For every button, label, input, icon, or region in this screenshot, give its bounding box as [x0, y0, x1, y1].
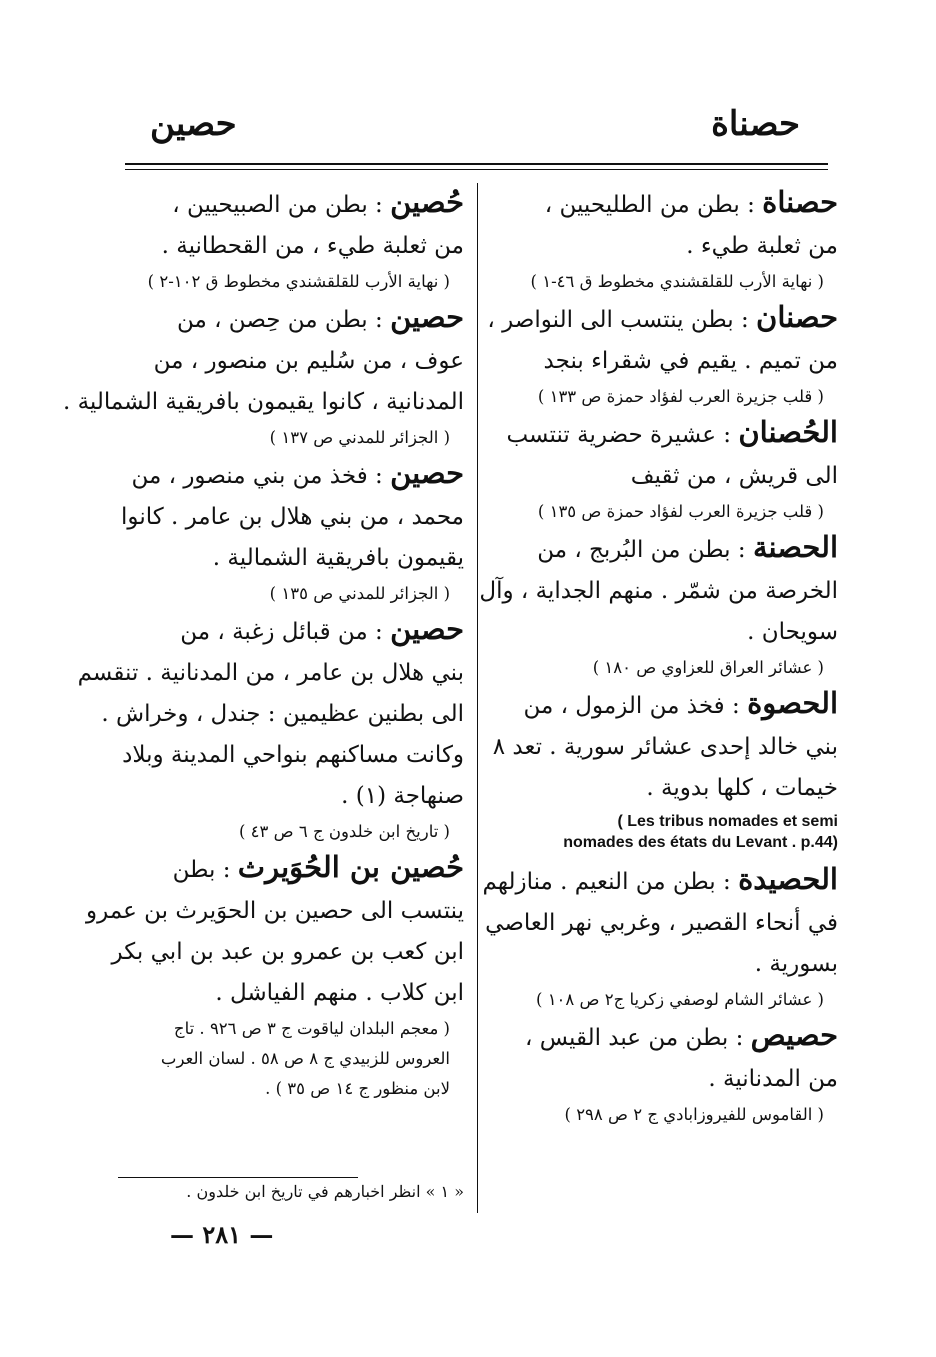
entry-text: سويحان .: [747, 619, 838, 645]
entry-term: الحصوة: [747, 686, 838, 720]
dictionary-entry: [487, 297, 838, 412]
entry-text: ينتسب الى حصين بن الحوَيرث بن عمرو: [86, 898, 464, 924]
entry-line: [118, 735, 464, 776]
entry-line: [492, 412, 838, 456]
entry-text: من تميم . يقيم في شقراء بنجد: [543, 348, 838, 374]
entry-line: [62, 382, 464, 423]
entry-term: الحصيدة: [738, 862, 838, 896]
entry-line: [77, 653, 464, 694]
entry-text: : بطن من الطليحيين ،: [544, 192, 763, 218]
dictionary-entry: [118, 453, 464, 609]
entry-line: [111, 932, 464, 973]
dictionary-entry: [86, 847, 464, 1104]
entry-source: ( قلب جزيرة العرب لفؤاد حمزة ص ١٣٥ ): [537, 502, 824, 521]
entry-source: ( نهاية الأرب للقلقشندي مخطوط ق ١٠٢-٢ ): [147, 272, 450, 291]
entry-text: من ثعلبة طيء ، من القحطانية .: [161, 233, 464, 259]
dictionary-entry: [492, 683, 838, 859]
entry-text: بسورية .: [754, 951, 838, 977]
entry-text: صنهاجة (١) .: [341, 783, 464, 809]
entry-line: [492, 226, 838, 267]
entry-source-line: ( معجم البلدان لياقوت ج ٣ ص ٩٢٦ . تاج: [173, 1019, 450, 1038]
entry-line: [86, 891, 464, 932]
header-rule-thin: [125, 169, 828, 170]
column-separator: [477, 183, 478, 1213]
entry-line: [492, 612, 838, 653]
left-column: [62, 182, 464, 1104]
dictionary-entry: [482, 859, 838, 1015]
entry-source-latin: [492, 809, 838, 859]
entry-source: ( نهاية الأرب للقلقشندي مخطوط ق ٤٦-١ ): [530, 272, 824, 291]
entry-line: [492, 527, 838, 571]
running-head-left: حصين: [150, 104, 237, 144]
entry-source: ( القاموس للفيروزابادي ج ٢ ص ٢٩٨ ): [564, 1105, 824, 1124]
latin-source-line: nomades des états du Levant . p.44): [563, 834, 838, 851]
entry-line: [492, 456, 838, 497]
entry-source: ( الجزائر للمدني ص ١٣٧ ): [269, 428, 450, 447]
entry-line: [492, 683, 838, 727]
entry-text: : بطن من حِصن ، من: [176, 307, 391, 333]
entry-text: : بطن من النعيم . منازلهم: [482, 869, 739, 895]
entry-text: : فخذ من بني منصور ، من: [131, 463, 391, 489]
footnote: « ١ » انظر اخبارهم في تاريخ ابن خلدون .: [186, 1182, 464, 1201]
entry-term: الحصنة: [752, 530, 838, 564]
entry-line: [479, 571, 838, 612]
entry-line: [118, 497, 464, 538]
entry-source: ( قلب جزيرة العرب لفؤاد حمزة ص ١٣٣ ): [537, 387, 824, 406]
entry-line: [118, 226, 464, 267]
page-number: — ٢٨١ —: [170, 1220, 274, 1249]
entry-line: [492, 1015, 838, 1059]
entry-line: [492, 727, 838, 768]
dictionary-entry: [62, 297, 464, 453]
running-head-right: حصناة: [711, 104, 800, 144]
footnote-rule: [118, 1177, 358, 1178]
entry-text: من ثعلبة طيء .: [686, 233, 838, 259]
entry-source: ( عشائر العراق للعزاوي ص ١٨٠ ): [592, 658, 824, 677]
entry-term: حصناة: [762, 185, 838, 219]
entry-text: ابن كلاب . منهم الفياشل .: [215, 980, 464, 1006]
entry-text: الخرصة من شمّر . منهم الجداية ، وآل: [479, 578, 838, 604]
header-rule: [125, 163, 828, 165]
entry-term: حصين: [390, 456, 464, 490]
entry-line: [492, 1059, 838, 1100]
dictionary-entry: [77, 609, 464, 847]
entry-line: [118, 847, 464, 891]
entry-line: [118, 297, 464, 341]
entry-term: حصيص: [750, 1018, 838, 1052]
dictionary-entry: [492, 412, 838, 527]
entry-term: حصين: [390, 612, 464, 646]
entry-text: من المدنانية .: [708, 1066, 838, 1092]
entry-line: [492, 944, 838, 985]
dictionary-entry: [118, 182, 464, 297]
entry-source-line: لابن منظور ج ١٤ ص ٣٥ ) .: [265, 1079, 450, 1098]
entry-line: [482, 859, 838, 903]
entry-line: [485, 903, 838, 944]
dictionary-entry: [479, 527, 838, 683]
entry-text: الى قريش ، من ثقيف: [630, 463, 838, 489]
entry-line: [492, 768, 838, 809]
entry-term: حُصين بن الحُوَيرث: [237, 850, 464, 884]
entry-text: محمد ، من بني هلال بن عامر . كانوا: [121, 504, 464, 530]
right-column: [479, 182, 838, 1130]
entry-text: يقيمون بافريقية الشمالية .: [212, 545, 464, 571]
entry-line: [101, 694, 464, 735]
entry-line: [118, 609, 464, 653]
entry-text: المدنانية ، كانوا يقيمون بافريقية الشمالية .: [62, 389, 464, 415]
entry-term: حصنان: [756, 300, 838, 334]
dictionary-entry: [492, 1015, 838, 1130]
entry-line: [492, 341, 838, 382]
entry-text: : بطن ينتسب الى النواصر ،: [487, 307, 757, 333]
entry-line: [492, 182, 838, 226]
entry-text: في أنحاء القصير ، وغربي نهر العاصي: [485, 910, 838, 936]
entry-text: : بطن من البُربج ، من: [537, 537, 753, 563]
entry-text: : بطن من الصبيحيين ،: [172, 192, 391, 218]
entry-source-line: العروس للزبيدي ج ٨ ص ٥٨ . لسان العرب: [160, 1049, 450, 1068]
entry-text: : بطن من عبد القيس ،: [524, 1025, 751, 1051]
entry-term: الحُصنان: [738, 415, 838, 449]
latin-source-line: ( Les tribus nomades et semi: [617, 813, 838, 830]
entry-text: بني خالد إحدى عشائر سورية . تعد ٨: [492, 734, 838, 760]
entry-text: ابن كعب بن عمرو بن عبد بن ابي بكر: [111, 939, 464, 965]
entry-text: خيمات ، كلها بدوية .: [646, 775, 838, 801]
entry-line: [118, 341, 464, 382]
entry-term: حصين: [390, 300, 464, 334]
entry-text: : عشيرة حضرية تنتسب: [506, 422, 739, 448]
entry-line: [118, 776, 464, 817]
entry-text: بني هلال بن عامر ، من المدنانية . تنقسم: [77, 660, 464, 686]
entry-line: [118, 973, 464, 1014]
entry-text: عوف ، من سُليم بن منصور ، من: [153, 348, 464, 374]
entry-line: [118, 538, 464, 579]
entry-line: [487, 297, 838, 341]
dictionary-entry: [492, 182, 838, 297]
entry-text: وكانت مساكنهم بنواحي المدينة وبلاد: [122, 742, 464, 768]
entry-source: ( الجزائر للمدني ص ١٣٥ ): [269, 584, 450, 603]
entry-term: حُصين: [390, 185, 464, 219]
entry-text: الى بطنين عظيمين : جندل ، وخراش .: [101, 701, 464, 727]
entry-line: [118, 453, 464, 497]
entry-source: ( عشائر الشام لوصفي زكريا ج٢ ص ١٠٨ ): [536, 990, 824, 1009]
entry-text: : فخذ من الزمول ، من: [523, 693, 748, 719]
entry-text: : بطن: [172, 857, 238, 883]
entry-text: : من قبائل زغبة ، من: [180, 619, 391, 645]
entry-line: [118, 182, 464, 226]
entry-source: ( تاريخ ابن خلدون ج ٦ ص ٤٣ ): [238, 822, 450, 841]
